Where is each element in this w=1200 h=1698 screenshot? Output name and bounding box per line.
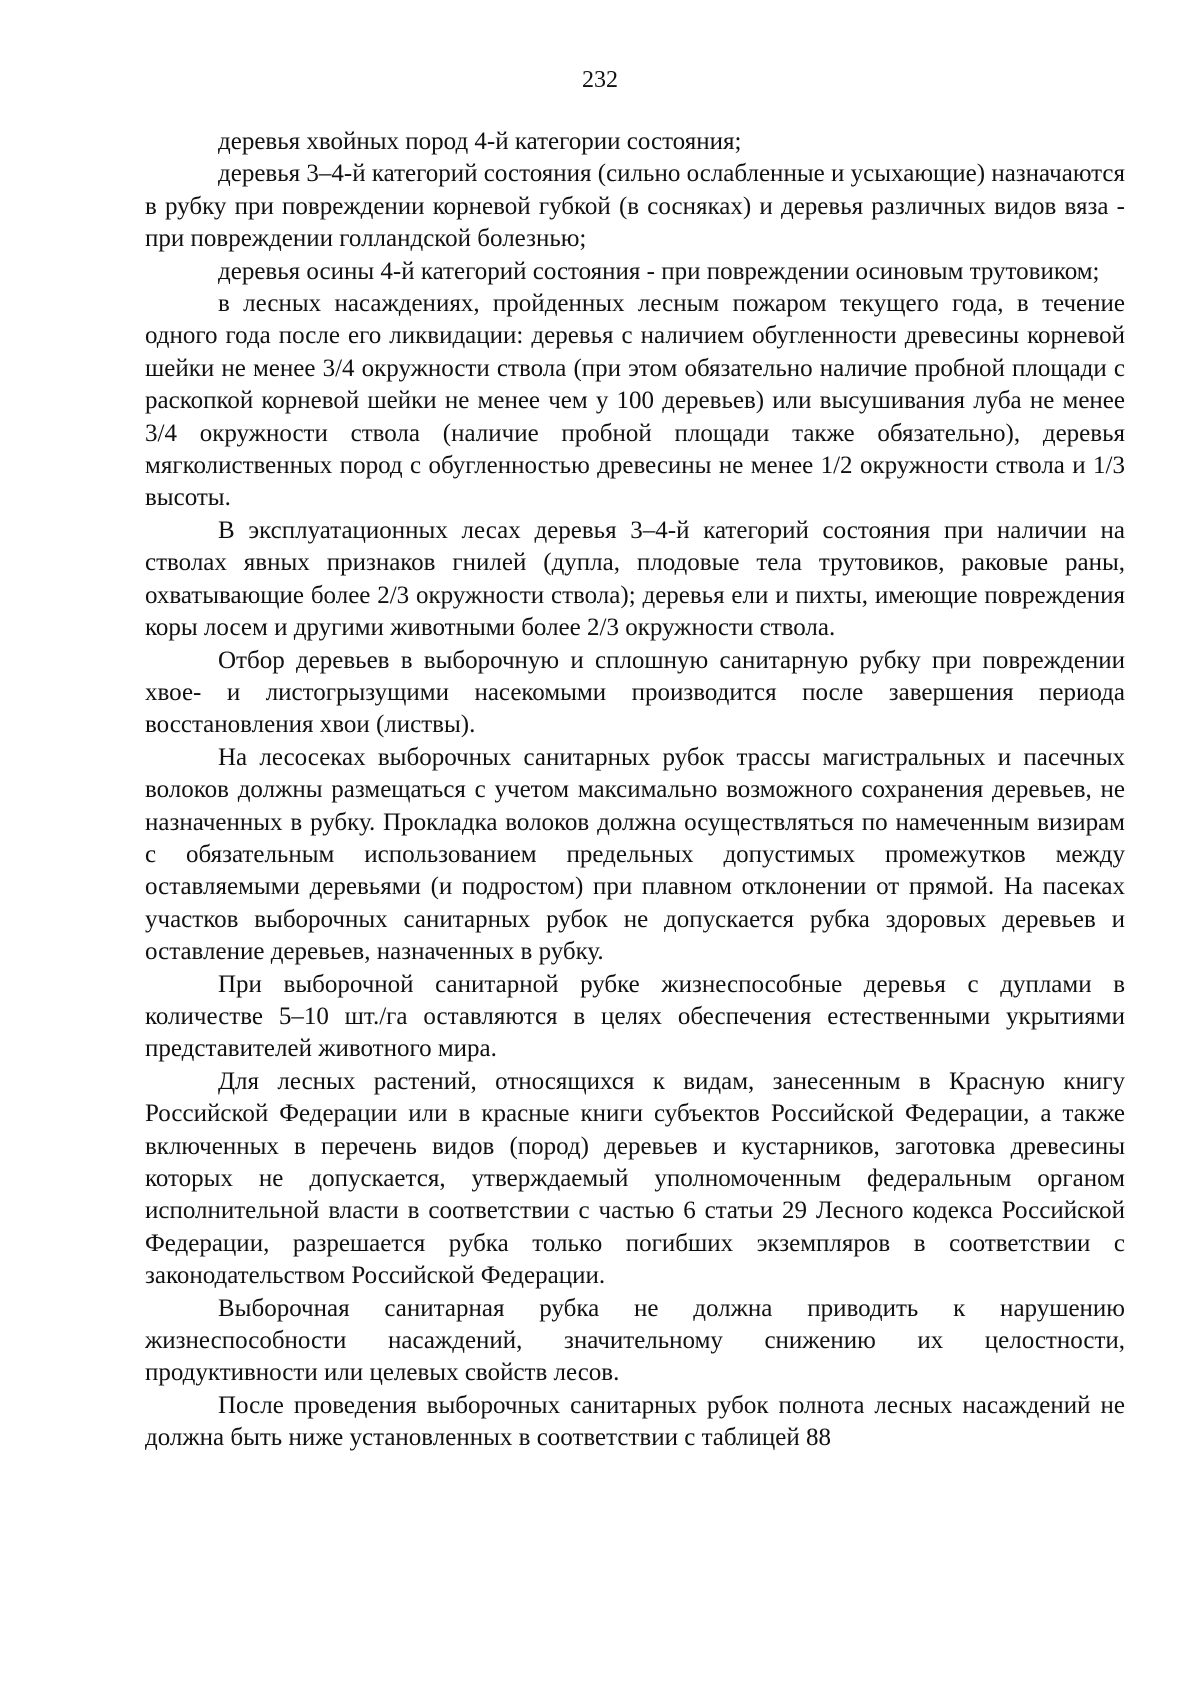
page-number: 232 — [582, 67, 618, 93]
document-body — [145, 126, 1125, 1455]
paragraph-skid-trails: На лесосеках выборочных санитарных рубок трассы магистральных и пасечных волоков должны размещаться с учетом максимально возможного сохранения деревьев, не назначенных в рубку. Прокладка волоков должна осуществляться по намеченным визирам с обязательным использованием предельных допустимых промежутков между оставляемыми деревьями (и подростом) при плавном отклонении от прямой. На пасеках участков выборочных санитарных рубок не допускается рубка здоровых деревьев и оставление деревьев, назначенных в рубку. — [145, 743, 1125, 966]
paragraph-fire-damaged-stands: в лесных насаждениях, пройденных лесным пожаром текущего года, в течение одного года после его ликвидации: деревья с наличием обугленности древесины корневой шейки не менее 3/4 окружности ствола (при этом обязательно наличие пробной площади с раскопкой корневой шейки не менее чем у 100 деревьев) или высушивания луба не менее 3/4 окружности ствола (наличие пробной площади также обязательно), деревья мягколиственных пород с обугленностью древесины не менее 1/2 окружности ствола и 1/3 высоты. — [145, 290, 1125, 512]
paragraph-category-3-4-trees: деревья 3–4-й категорий состояния (сильно ослабленные и усыхающие) назначаются в рубку при повреждении корневой губкой (в сосняках) и деревья различных видов вяза - при повреждении голландской болезнью; — [145, 160, 1125, 253]
paragraph-exploitation-forests: В эксплуатационных лесах деревья 3–4-й категорий состояния при наличии на стволах явных признаков гнилей (дупла, плодовые тела трутовиков, раковые раны, охватывающие более 2/3 окружности ствола); деревья ели и пихты, имеющие повреждения коры лосем и другими животными более 2/3 окружности ствола. — [145, 516, 1125, 642]
paragraph-insect-damage-selection: Отбор деревьев в выборочную и сплошную санитарную рубку при повреждении хвое- и листогрызущими насекомыми производится после завершения периода восстановления хвои (листвы). — [145, 646, 1125, 739]
paragraph-hollow-trees: При выборочной санитарной рубке жизнеспособные деревья с дуплами в количестве 5–10 шт./га оставляются в целях обеспечения естественными укрытиями представителей животного мира. — [145, 970, 1125, 1063]
paragraph-aspen-trees: деревья осины 4-й категорий состояния - при повреждении осиновым трутовиком; — [218, 257, 1100, 285]
paragraph-red-book-species: Для лесных растений, относящихся к видам, занесенным в Красную книгу Российской Федерации или в красные книги субъектов Российской Федерации, а также включенных в перечень видов (пород) деревьев и кустарников, заготовка древесины которых не допускается, утверждаемый уполномоченным федеральным органом исполнительной власти в соответствии с частью 6 статьи 29 Лесного кодекса Российской Федерации, разрешается рубка только погибших экземпляров в соответствии с законодательством Российской Федерации. — [145, 1067, 1125, 1290]
paragraph-stand-viability: Выборочная санитарная рубка не должна приводить к нарушению жизнеспособности насаждений, значительному снижению их целостности, продуктивности или целевых свойств лесов. — [145, 1294, 1125, 1387]
paragraph-conifer-trees: деревья хвойных пород 4-й категории состояния; — [218, 128, 742, 155]
paragraph-stand-density: После проведения выборочных санитарных рубок полнота лесных насаждений не должна быть ниже установленных в соответствии с таблицей 88 — [145, 1391, 1125, 1452]
